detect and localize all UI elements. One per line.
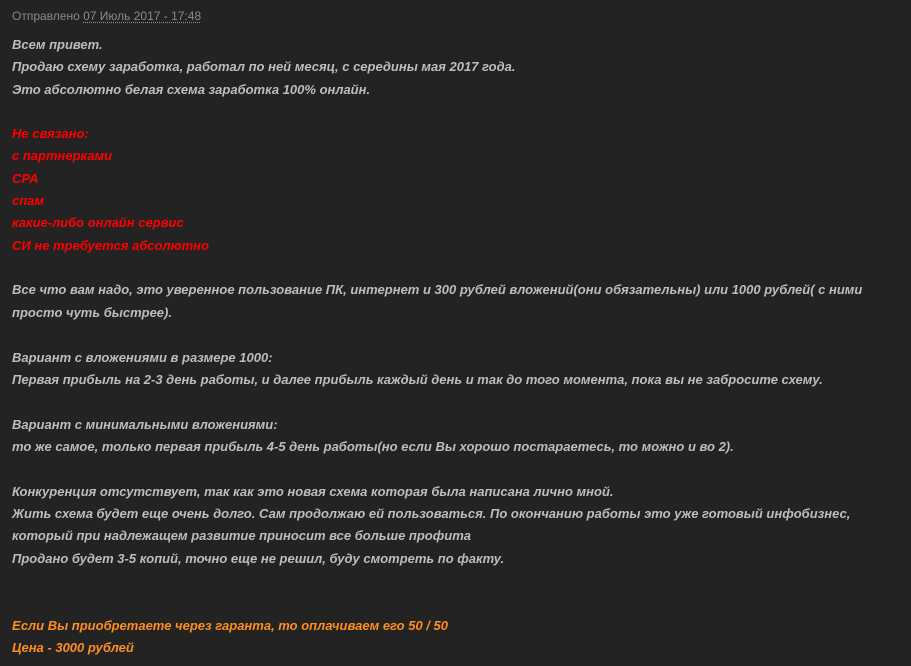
not-related-list — [12, 123, 902, 257]
variant-heading: Вариант с вложениями в размере 1000: — [12, 349, 273, 365]
variant-1000-paragraph — [12, 347, 902, 392]
variant-text: то же самое, только первая прибыль 4-5 день работы(но если Вы хорошо постараетесь, то можно и во 2). — [12, 438, 734, 454]
variant-heading: Вариант с минимальными вложениями: — [12, 416, 278, 432]
intro-paragraph — [12, 34, 902, 101]
greeting-line: Всем привет. — [12, 37, 103, 52]
competition-line: Конкуренция отсутствует, так как это новая схема которая была написана лично мной. — [12, 483, 614, 499]
not-related-item: CPA — [12, 170, 39, 186]
sent-label: Отправлено — [12, 9, 80, 23]
not-related-item: спам — [12, 193, 45, 209]
variant-min-paragraph — [12, 414, 902, 459]
not-related-item: СИ не требуется абсолютно — [12, 237, 209, 253]
intro-line: Продаю схему заработка, работал по ней месяц, с середины мая 2017 года. — [12, 59, 516, 75]
not-related-heading: Не связано: — [12, 126, 89, 142]
not-related-item: какие-либо онлайн сервис — [12, 215, 184, 231]
variant-text: Первая прибыль на 2-3 день работы, и далее прибыль каждый день и так до того момента, пока вы не забросите схему. — [12, 372, 823, 388]
post-meta — [12, 9, 201, 23]
price-line: Цена - 3000 рублей — [12, 640, 134, 656]
guarantor-line: Если Вы приобретаете через гаранта, то оплачиваем его 50 / 50 — [12, 617, 448, 633]
requirements-text: Все что вам надо, это уверенное пользование ПК, интернет и 300 рублей вложений(они обязательны) или 1000 рублей( с ними просто чуть быстрее). — [12, 282, 863, 320]
price-paragraph — [12, 615, 902, 660]
post-body — [12, 34, 902, 660]
requirements-paragraph — [12, 279, 902, 324]
copies-line: Продано будет 3-5 копий, точно еще не решил, буду смотреть по факту. — [12, 551, 505, 567]
intro-line: Это абсолютно белая схема заработка 100% онлайн. — [12, 81, 371, 97]
post-date-link[interactable]: 07 Июль 2017 - 17:48 — [83, 9, 202, 23]
not-related-item: с партнерками — [12, 148, 113, 164]
closing-paragraph — [12, 481, 902, 571]
longevity-text: Жить схема будет еще очень долго. Сам продолжаю ей пользоваться. По окончанию работы это уже готовый инфобизнес, который при надлежащем развитие приносит все больше профита — [12, 505, 851, 544]
